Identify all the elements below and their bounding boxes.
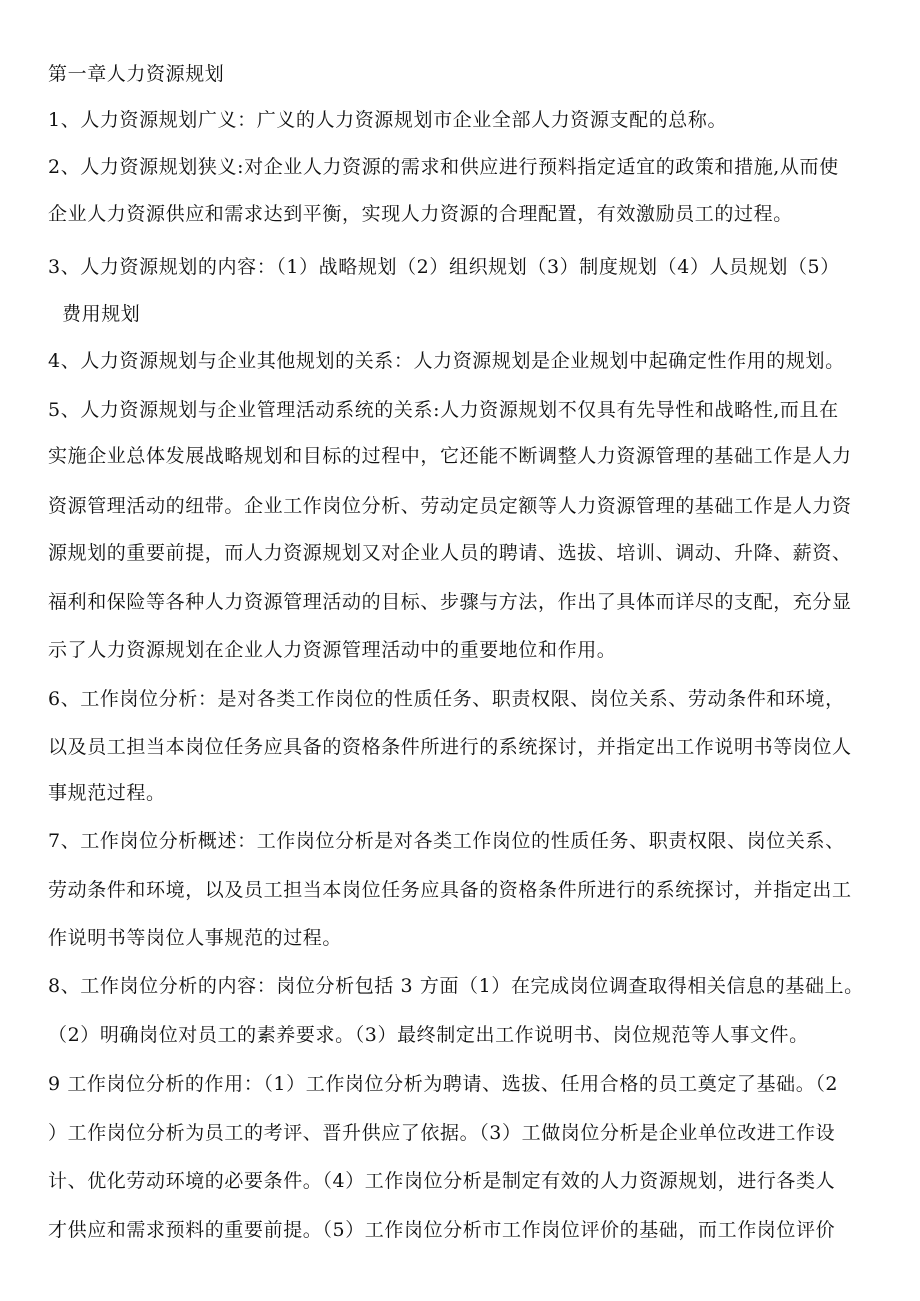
text-line-20: （2）明确岗位对员工的素养要求。（3）最终制定出工作说明书、岗位规范等人事文件。 <box>48 1024 809 1046</box>
text-line-3: 企业人力资源供应和需求达到平衡，实现人力资源的合理配置，有效激励员工的过程。 <box>48 203 793 225</box>
text-line-10: 源规划的重要前提，而人力资源规划又对企业人员的聘请、选拔、培训、调动、升降、薪资、 <box>48 542 852 564</box>
text-line-24: 才供应和需求预料的重要前提。（5）工作岗位分析市工作岗位评价的基础，而工作岗位评价 <box>48 1219 836 1241</box>
text-line-4: 3、人力资源规划的内容：（1）战略规划（2）组织规划（3）制度规划（4）人员规划（5） <box>48 256 840 278</box>
text-line-23: 计、优化劳动环境的必要条件。（4）工作岗位分析是制定有效的人力资源规划，进行各类人 <box>48 1170 836 1192</box>
text-line-9: 资源管理活动的纽带。企业工作岗位分析、劳动定员定额等人力资源管理的基础工作是人力资 <box>48 495 852 517</box>
text-line-6: 4、人力资源规划与企业其他规划的关系：人力资源规划是企业规划中起确定性作用的规划。 <box>48 350 845 372</box>
text-line-7: 5、人力资源规划与企业管理活动系统的关系:人力资源规划不仅具有先导性和战略性,而且在 <box>48 399 839 421</box>
text-line-15: 事规范过程。 <box>48 782 166 804</box>
text-line-22: ）工作岗位分析为员工的考评、晋升供应了依据。（3）工做岗位分析是企业单位改进工作设 <box>48 1122 836 1144</box>
text-line-17: 劳动条件和环境，以及员工担当本岗位任务应具备的资格条件所进行的系统探讨，并指定出工 <box>48 879 852 901</box>
text-line-18: 作说明书等岗位人事规范的过程。 <box>48 927 343 949</box>
text-line-1: 1、人力资源规划广义：广义的人力资源规划市企业全部人力资源支配的总称。 <box>48 109 728 131</box>
chapter-title: 第一章人力资源规划 <box>48 63 225 85</box>
text-line-2: 2、人力资源规划狭义:对企业人力资源的需求和供应进行预料指定适宜的政策和措施,从而使 <box>48 156 839 178</box>
text-line-8: 实施企业总体发展战略规划和目标的过程中，它还能不断调整人力资源管理的基础工作是人力 <box>48 445 852 467</box>
text-line-21: 9 工作岗位分析的作用：（1）工作岗位分析为聘请、选拔、任用合格的员工奠定了基础。（2 <box>48 1073 839 1095</box>
text-line-19: 8、工作岗位分析的内容：岗位分析包括 3 方面（1）在完成岗位调查取得相关信息的基础上。 <box>48 975 864 997</box>
text-line-5: 费用规划 <box>62 303 141 325</box>
text-line-16: 7、工作岗位分析概述：工作岗位分析是对各类工作岗位的性质任务、职责权限、岗位关系、 <box>48 830 845 852</box>
text-line-12: 示了人力资源规划在企业人力资源管理活动中的重要地位和作用。 <box>48 639 617 661</box>
text-line-11: 福利和保险等各种人力资源管理活动的目标、步骤与方法，作出了具体而详尽的支配，充分显 <box>48 591 852 613</box>
text-line-13: 6、工作岗位分析：是对各类工作岗位的性质任务、职责权限、岗位关系、劳动条件和环境， <box>48 688 845 710</box>
text-line-14: 以及员工担当本岗位任务应具备的资格条件所进行的系统探讨，并指定出工作说明书等岗位人 <box>48 736 852 758</box>
